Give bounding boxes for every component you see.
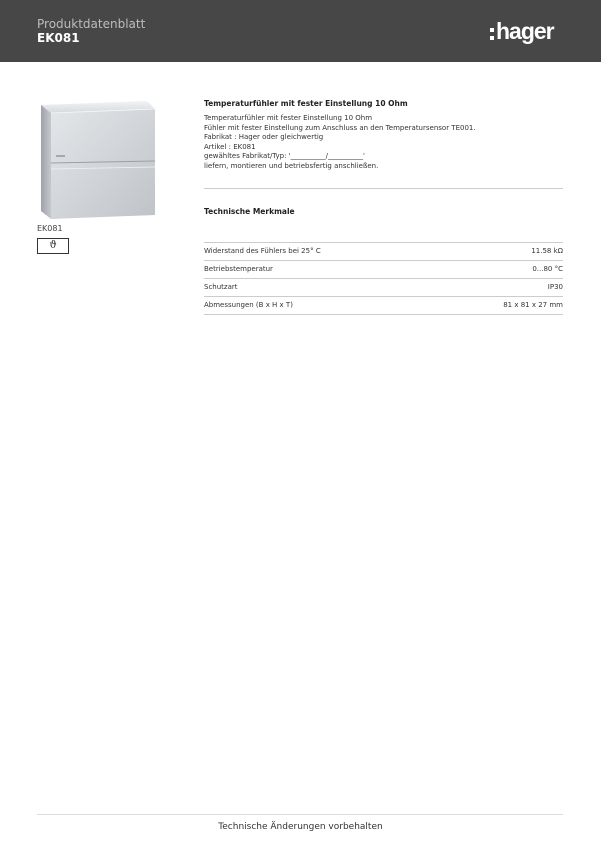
hager-logo bbox=[490, 18, 570, 48]
spec-value: 0...80 °C bbox=[532, 265, 563, 273]
document-type: Produktdatenblatt bbox=[37, 17, 146, 31]
logo-dots bbox=[490, 25, 494, 41]
product-code: EK081 bbox=[37, 31, 80, 45]
description-line: Temperaturfühler mit fester Einstellung 10 Ohm bbox=[204, 114, 373, 122]
description-line: Fabrikat : Hager oder gleichwertig bbox=[204, 133, 324, 142]
spec-label: Betriebstemperatur bbox=[204, 265, 273, 273]
spec-label: Schutzart bbox=[204, 283, 238, 291]
spec-value: 81 x 81 x 27 mm bbox=[503, 301, 563, 309]
description-text bbox=[204, 114, 563, 172]
page-header bbox=[0, 0, 601, 62]
product-caption: EK081 bbox=[37, 224, 63, 233]
description-section bbox=[204, 99, 563, 172]
specs-title: Technische Merkmale bbox=[204, 207, 295, 216]
description-title: Temperaturfühler mit fester Einstellung 10 Ohm bbox=[204, 99, 408, 108]
spec-row bbox=[204, 296, 563, 315]
temperature-sensor-image bbox=[37, 99, 157, 221]
spec-label: Widerstand des Fühlers bei 25° C bbox=[204, 247, 321, 255]
spec-row bbox=[204, 278, 563, 296]
description-line: Fühler mit fester Einstellung zum Anschluss an den Temperatursensor TE001. bbox=[204, 123, 476, 132]
spec-row bbox=[204, 260, 563, 278]
footer-note: Technische Änderungen vorbehalten bbox=[218, 822, 383, 832]
section-divider bbox=[204, 188, 563, 189]
description-line: liefern, montieren und betriebsfertig anschließen. bbox=[204, 161, 379, 170]
spec-row bbox=[204, 242, 563, 260]
temperature-symbol-icon: ϑ bbox=[37, 238, 69, 254]
description-line: Artikel : EK081 bbox=[204, 142, 256, 151]
logo-wordmark: hager bbox=[496, 18, 554, 44]
footer-divider bbox=[37, 814, 563, 815]
spec-value: 11.58 kΩ bbox=[531, 247, 563, 255]
specs-table bbox=[204, 242, 563, 315]
spec-label: Abmessungen (B x H x T) bbox=[204, 301, 293, 309]
spec-value: IP30 bbox=[547, 283, 563, 291]
description-line: gewähltes Fabrikat/Typ: '__________/__________' bbox=[204, 152, 365, 161]
